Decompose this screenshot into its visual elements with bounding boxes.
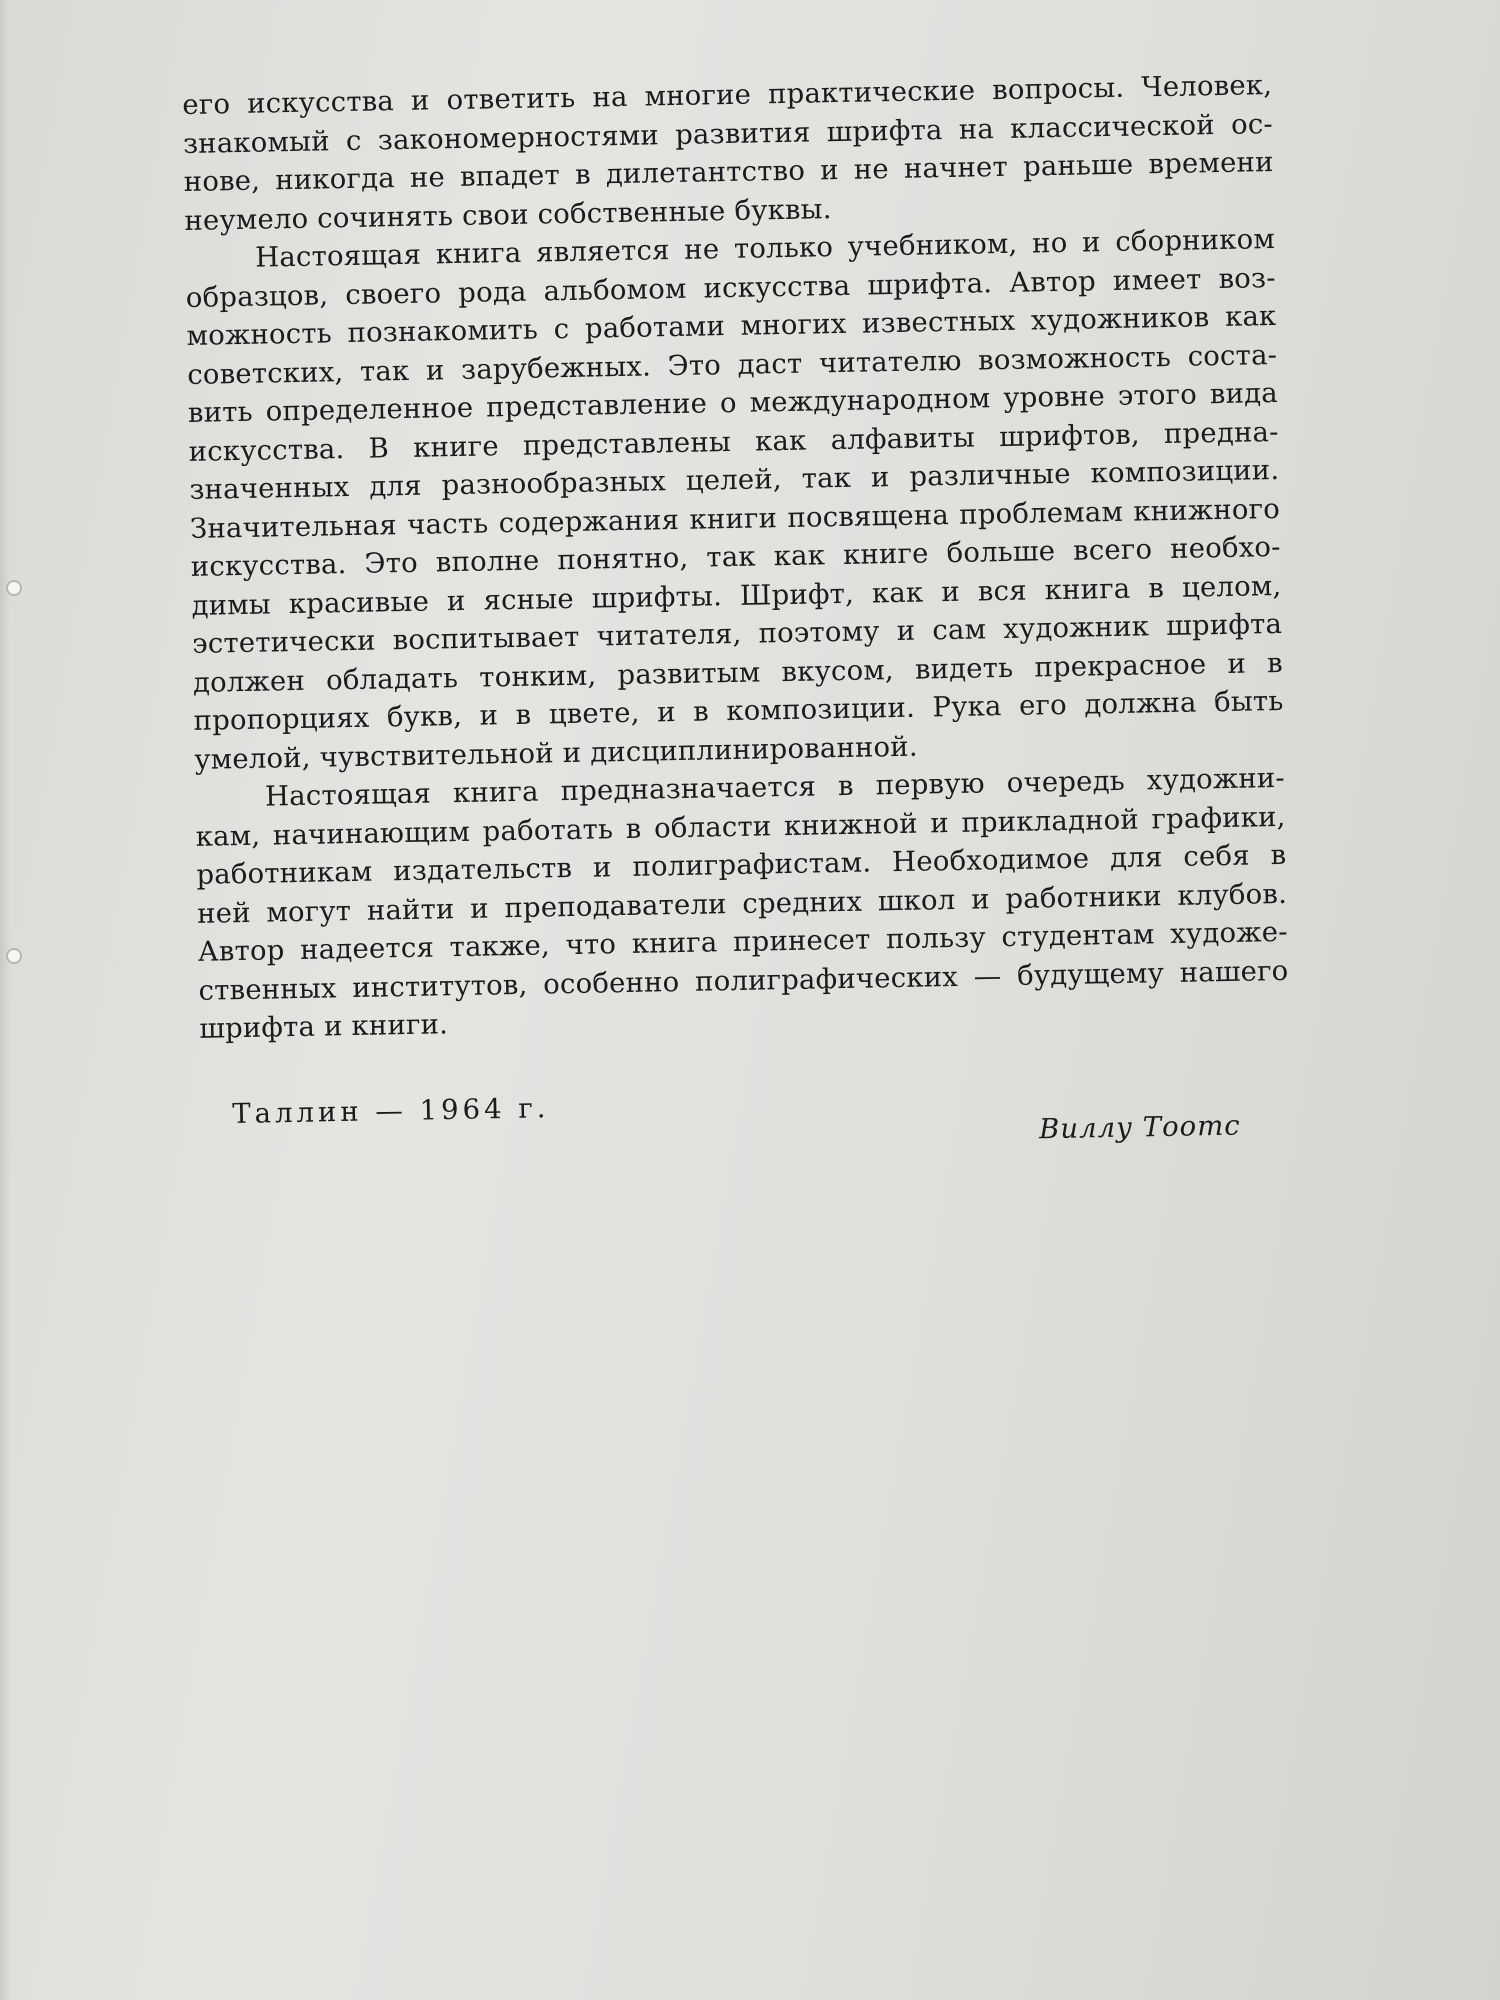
text-line: можность познакомить с работами многих известных художников как [186,299,1277,352]
text-line: нове, никогда не впадет в дилетантство и не начнет раньше времени [183,146,1274,198]
text-line: вить определенное представление о международном уровне этого вида [187,376,1279,429]
author-signature: Виллу Тоотс [1038,1109,1241,1146]
text-line: советских, так и зарубежных. Это даст читателю возможность соста- [186,338,1278,391]
paragraph [182,66,1275,240]
text-line: умелой, чувствительной и дисциплинированной. [194,730,919,776]
binding-edge [0,0,10,2000]
text-line: искусства. В книге представлены как алфавиты шрифтов, предна- [188,415,1279,468]
text-line: работникам издательств и полиграфистам. Необходимое для себя в [196,838,1287,891]
text-line: ней могут найти и преподаватели средних школ и работники клубов. [196,877,1288,930]
text-line: знакомый с закономерностями развития шрифта на классической ос- [182,107,1274,160]
text-line: эстетически воспитывает читателя, поэтому и сам художник шрифта [191,607,1283,660]
page-footer [232,1080,1241,1158]
text-line: шрифта и книги. [198,1008,449,1045]
text-line: кам, начинающим работать в области книжной и прикладной графики, [195,800,1286,853]
body-text [182,66,1289,1048]
text-line: Значительная часть содержания книги посвящена проблемам книжного [189,492,1281,545]
text-line: димы красивые и ясные шрифты. Шрифт, как и вся книга в целом, [191,569,1282,622]
text-line: должен обладать тонким, развитым вкусом, видеть прекрасное и в [192,646,1284,699]
place-date: Таллин — 1964 г. [232,1092,550,1130]
text-line: Настоящая книга является не только учебником, но и сборником [254,222,1276,274]
paragraph [185,220,1285,779]
text-line: Автор надеется также, что книга принесет пользу студентам художе- [197,915,1288,968]
text-line: ственных институтов, особенно полиграфических — будущему нашего [198,954,1289,1007]
text-line: его искусства и ответить на многие практические вопросы. Человек, [182,69,1273,121]
paragraph [195,759,1290,1048]
text-line: неумело сочинять свои собственные буквы. [184,192,832,237]
text-line: искусства. Это вполне понятно, так как книге больше всего необхо- [190,530,1281,583]
text-line: Настоящая книга предназначается в первую очередь художни- [264,761,1286,813]
text-line: значенных для разнообразных целей, так и различные композиции. [189,453,1280,506]
binding-hole [8,582,20,594]
text-line: образцов, своего рода альбомом искусства шрифта. Автор имеет воз- [185,261,1276,314]
text-line: пропорциях букв, и в цвете, и в композиции. Рука его должна быть [193,684,1284,737]
binding-hole [8,950,20,962]
